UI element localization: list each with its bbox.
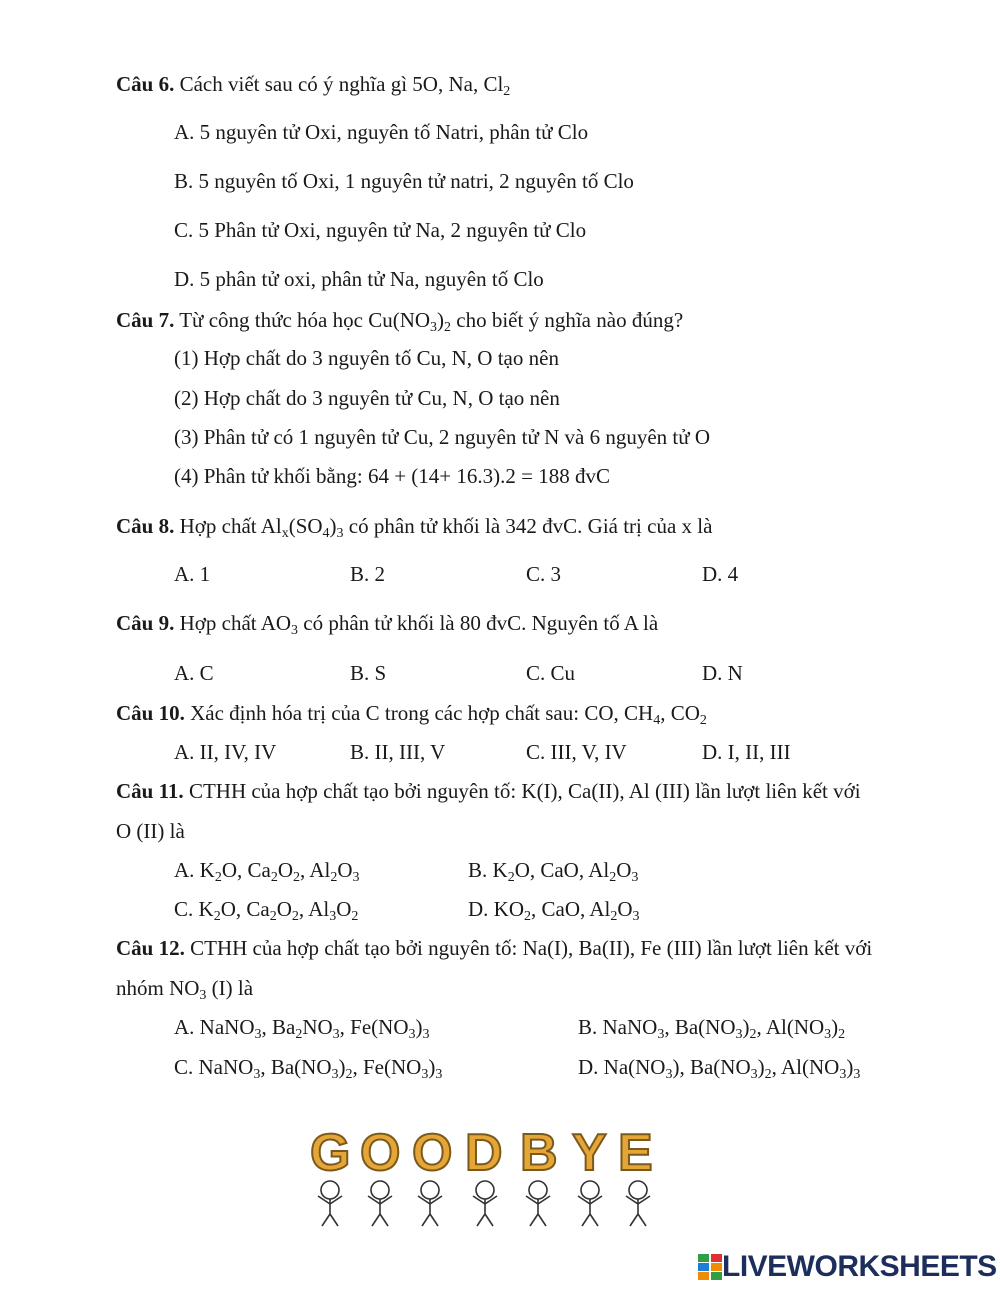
question-10-label: Câu 10. [116, 701, 185, 725]
question-12: Câu 12. CTHH của hợp chất tạo bởi nguyên tố: Na(I), Ba(II), Fe (III) lần lượt liên kết với [116, 936, 873, 960]
q9-option-b: B. S [350, 661, 387, 685]
goodbye-letter: O [360, 1124, 401, 1182]
question-6-text: Cách viết sau có ý nghĩa gì 5O, Na, Cl [179, 72, 504, 96]
stick-figure-icon [626, 1181, 650, 1226]
stick-figure-icon [473, 1181, 497, 1226]
q11-option-b: B. $K_2O$, CaO, $Al_2O_3$ [468, 858, 639, 885]
stick-figure-icon [368, 1181, 392, 1226]
question-12-label: Câu 12. [116, 936, 185, 960]
question-9: Câu 9. Hợp chất $AO_3$ có phân tử khối là 80 đvC. Nguyên tố A là [116, 611, 659, 638]
q10-option-b: B. II, III, V [350, 740, 446, 764]
question-7-label: Câu 7. [116, 308, 175, 332]
q8-option-a: A. 1 [174, 562, 211, 586]
stick-figure-icon [578, 1181, 602, 1226]
q6-option-d: D. 5 phân tử oxi, phân tử Na, nguyên tố Clo [174, 267, 544, 291]
q11-option-c: C. $K_2O$, $Ca_2O_2$, $Al_3O_2$ [174, 897, 359, 924]
question-7: Câu 7. Từ công thức hóa học $Cu(NO_3)_2$ cho biết ý nghĩa nào đúng? [116, 308, 684, 335]
q12-option-a: A. NaNO$_3$, $Ba_2NO_3$, $Fe(NO_3)_3$ [174, 1015, 430, 1042]
goodbye-letter: O [412, 1124, 453, 1182]
q10-option-c: C. III, V, IV [526, 740, 627, 764]
goodbye-letter: G [310, 1124, 351, 1182]
q7-statement-2: (2) Hợp chất do 3 nguyên tử Cu, N, O tạo nên [174, 386, 560, 410]
q12-option-b: B. NaNO$_3$, $Ba(NO_3)_2$, $Al(NO_3)_2$ [578, 1015, 846, 1042]
q8-option-c: C. 3 [526, 562, 562, 586]
question-6-label: Câu 6. [116, 72, 175, 96]
q8-option-d: D. 4 [702, 562, 739, 586]
goodbye-letter: E [618, 1124, 653, 1182]
stick-figure-icon [526, 1181, 550, 1226]
q11-option-a: A. $K_2O$, $Ca_2O_2$, $Al_2O_3$ [174, 858, 360, 885]
goodbye-letter: Y [572, 1124, 607, 1182]
q8-option-b: B. 2 [350, 562, 386, 586]
q7-statement-3: (3) Phân tử có 1 nguyên tử Cu, 2 nguyên tử N và 6 nguyên tử O [174, 425, 711, 449]
liveworksheets-logo [698, 1252, 997, 1282]
liveworksheets-logo-icon [698, 1254, 722, 1280]
question-12-line2: nhóm $NO_3$ (I) là [116, 976, 254, 1003]
q9-option-c: C. Cu [526, 661, 576, 685]
question-10: Câu 10. Xác định hóa trị của C trong các hợp chất sau: CO, $CH_4$, $CO_2$ [116, 701, 707, 728]
goodbye-illustration [300, 1118, 670, 1228]
question-6: Câu 6. Cách viết sau có ý nghĩa gì 5O, Na, $Cl_2$ [116, 72, 511, 99]
q6-option-b: B. 5 nguyên tố Oxi, 1 nguyên tử natri, 2 nguyên tố Clo [174, 169, 634, 193]
q10-option-d: D. I, II, III [702, 740, 791, 764]
q9-option-d: D. N [702, 661, 743, 685]
question-9-label: Câu 9. [116, 611, 175, 635]
goodbye-letters [310, 1124, 653, 1182]
q12-option-c: C. NaNO$_3$, $Ba(NO_3)_2$, $Fe(NO_3)_3$ [174, 1055, 443, 1082]
goodbye-letter: B [520, 1124, 558, 1182]
q9-option-a: A. C [174, 661, 214, 685]
q12-option-d: D. $Na(NO_3)$, $Ba(NO_3)_2$, $Al(NO_3)_3$ [578, 1055, 861, 1082]
q6-option-c: C. 5 Phân tử Oxi, nguyên tử Na, 2 nguyên tử Clo [174, 218, 587, 242]
question-11: Câu 11. CTHH của hợp chất tạo bởi nguyên tố: K(I), Ca(II), Al (III) lần lượt liên kết với [116, 779, 861, 803]
goodbye-letter: D [465, 1124, 503, 1182]
q11-option-d: D. $KO_2$, CaO, $Al_2O_3$ [468, 897, 640, 924]
brand-name: LIVEWORKSHEETS [722, 1250, 997, 1283]
question-8: Câu 8. Hợp chất $Al_x(SO_4)_3$ có phân tử khối là 342 đvC. Giá trị của x là [116, 514, 713, 541]
stick-figures [318, 1181, 650, 1226]
question-11-line2: O (II) là [116, 819, 185, 843]
q10-option-a: A. II, IV, IV [174, 740, 277, 764]
q7-statement-1: (1) Hợp chất do 3 nguyên tố Cu, N, O tạo nên [174, 346, 559, 370]
q6-option-a: A. 5 nguyên tử Oxi, nguyên tố Natri, phân tử Clo [174, 120, 589, 144]
q7-statement-4: (4) Phân tử khối bằng: 64 + (14+ 16.3).2 = 188 đvC [174, 464, 610, 488]
stick-figure-icon [318, 1181, 342, 1226]
question-8-label: Câu 8. [116, 514, 175, 538]
stick-figure-icon [418, 1181, 442, 1226]
question-11-label: Câu 11. [116, 779, 184, 803]
